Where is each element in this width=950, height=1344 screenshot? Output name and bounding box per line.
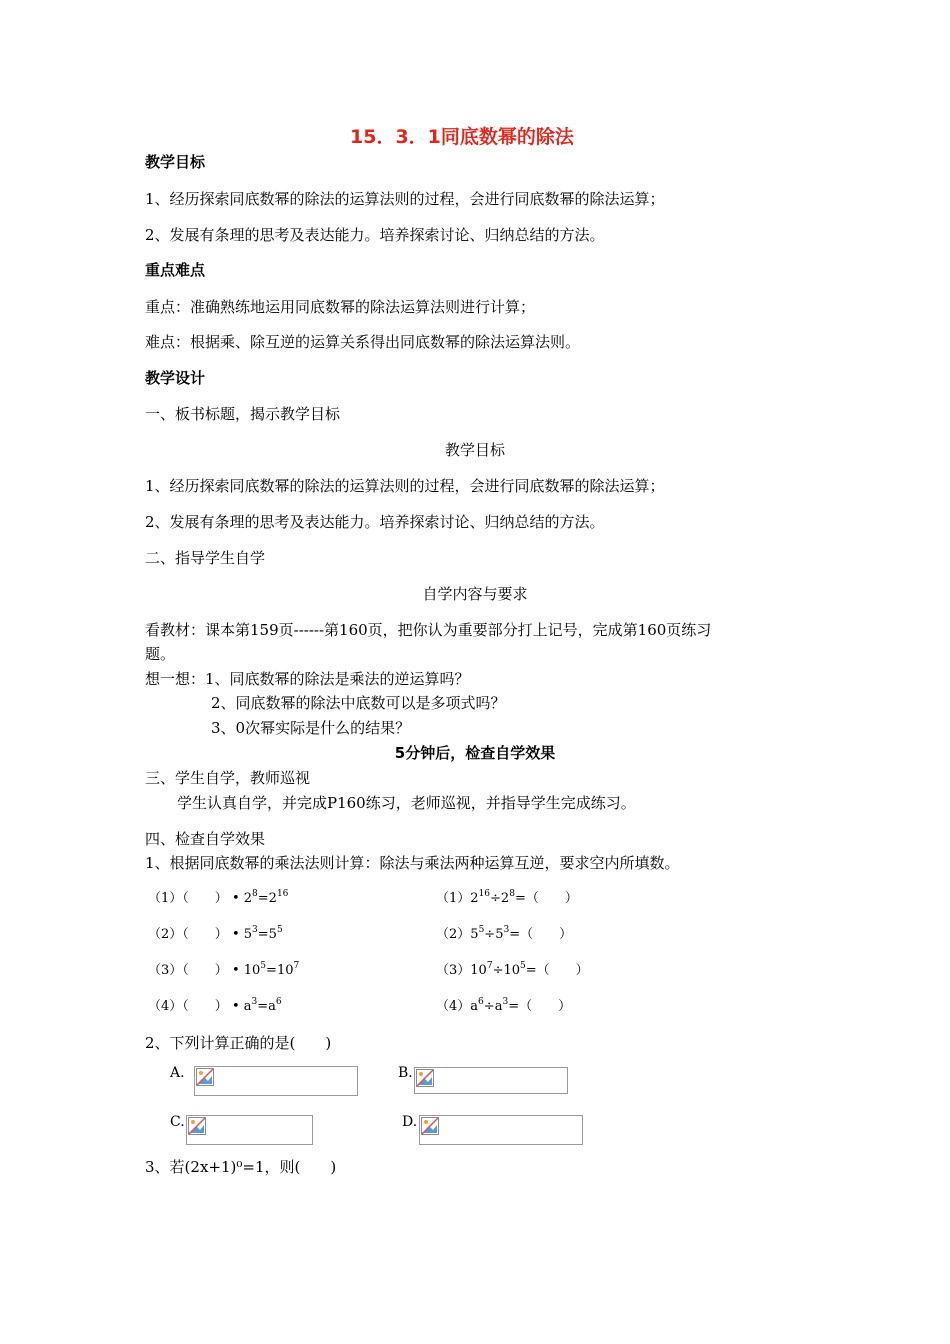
mult-exercise: （2）（ ） • $5^3=5^5$: [148, 925, 283, 942]
step1-center-heading: 教学目标: [444, 441, 505, 459]
question-2: 2、下列计算正确的是( ): [145, 1034, 332, 1052]
think-question: 1、同底数幂的除法是乘法的逆运算吗？: [205, 670, 470, 688]
step3-title: 三、学生自学，教师巡视: [145, 769, 311, 787]
option-b-label: B.: [398, 1065, 413, 1081]
mult-exercise: （4）（ ） • $a^3=a^6$: [148, 997, 282, 1014]
design-heading: 教学设计: [145, 369, 206, 387]
mult-exercise: （1）（ ） • $2^8=2^{16}$: [148, 889, 289, 906]
step1-goal-item: 1、经历探索同底数幂的除法的运算法则的过程，会进行同底数幂的除法运算；: [145, 477, 665, 495]
div-exercise: $(4)a^6\div a^3=$（ ）: [436, 997, 572, 1014]
step2-title: 二、指导学生自学: [145, 549, 266, 567]
read-instruction-cont: 题。: [145, 645, 176, 663]
after-5-minutes: 5分钟后，检查自学效果: [394, 744, 556, 762]
read-instruction: 看教材：课本第159页------第160页，把你认为重要部分打上记号，完成第160页练习: [145, 621, 712, 639]
goal-item: 1、经历探索同底数幂的除法的运算法则的过程，会进行同底数幂的除法运算；: [145, 190, 665, 208]
option-d-label: D.: [402, 1114, 418, 1130]
broken-image-icon: [196, 1068, 214, 1086]
step1-goal-item: 2、发展有条理的思考及表达能力。培养探索讨论、归纳总结的方法。: [145, 513, 605, 531]
option-a-image-box: [194, 1066, 358, 1096]
broken-image-icon: [416, 1069, 434, 1087]
option-b-image-box: [414, 1067, 568, 1094]
step3-text: 学生认真自学，并完成P160练习，老师巡视，并指导学生完成练习。: [177, 794, 636, 812]
option-d-image-box: [419, 1115, 583, 1145]
step1-title: 一、板书标题，揭示教学目标: [145, 405, 341, 423]
div-exercise: $(3)10^7\div 10^5=$（ ）: [436, 961, 589, 978]
question-3: 3、若(2x+1)⁰=1，则( ): [145, 1158, 337, 1176]
think-question: 2、同底数幂的除法中底数可以是多项式吗？: [211, 694, 506, 712]
keypoints-heading: 重点难点: [145, 261, 206, 279]
div-exercise: $(1)2^{16}\div 2^8=$（ ）: [436, 889, 578, 906]
step4-title: 四、检查自学效果: [145, 830, 266, 848]
broken-image-icon: [421, 1117, 439, 1135]
option-c-label: C.: [170, 1114, 185, 1130]
key-point: 重点：准确熟练地运用同底数幂的除法运算法则进行计算；: [145, 298, 536, 316]
think-prefix: 想一想：: [145, 670, 206, 688]
think-question: 3、0次幂实际是什么的结果？: [211, 719, 411, 737]
step2-center-heading: 自学内容与要求: [422, 585, 528, 603]
div-exercise: $(2)5^5\div 5^3=$（ ）: [436, 925, 573, 942]
option-a-label: A.: [170, 1065, 185, 1081]
question-1: 1、根据同底数幂的乘法法则计算：除法与乘法两种运算互逆，要求空内所填数。: [145, 854, 680, 872]
goal-item: 2、发展有条理的思考及表达能力。培养探索讨论、归纳总结的方法。: [145, 226, 605, 244]
difficulty-point: 难点：根据乘、除互逆的运算关系得出同底数幂的除法运算法则。: [145, 333, 581, 351]
mult-exercise: （3）（ ） • $10^5=10^7$: [148, 961, 300, 978]
broken-image-icon: [188, 1117, 206, 1135]
page-title: 15．3．1同底数幂的除法: [350, 126, 574, 148]
goals-heading: 教学目标: [145, 153, 206, 171]
